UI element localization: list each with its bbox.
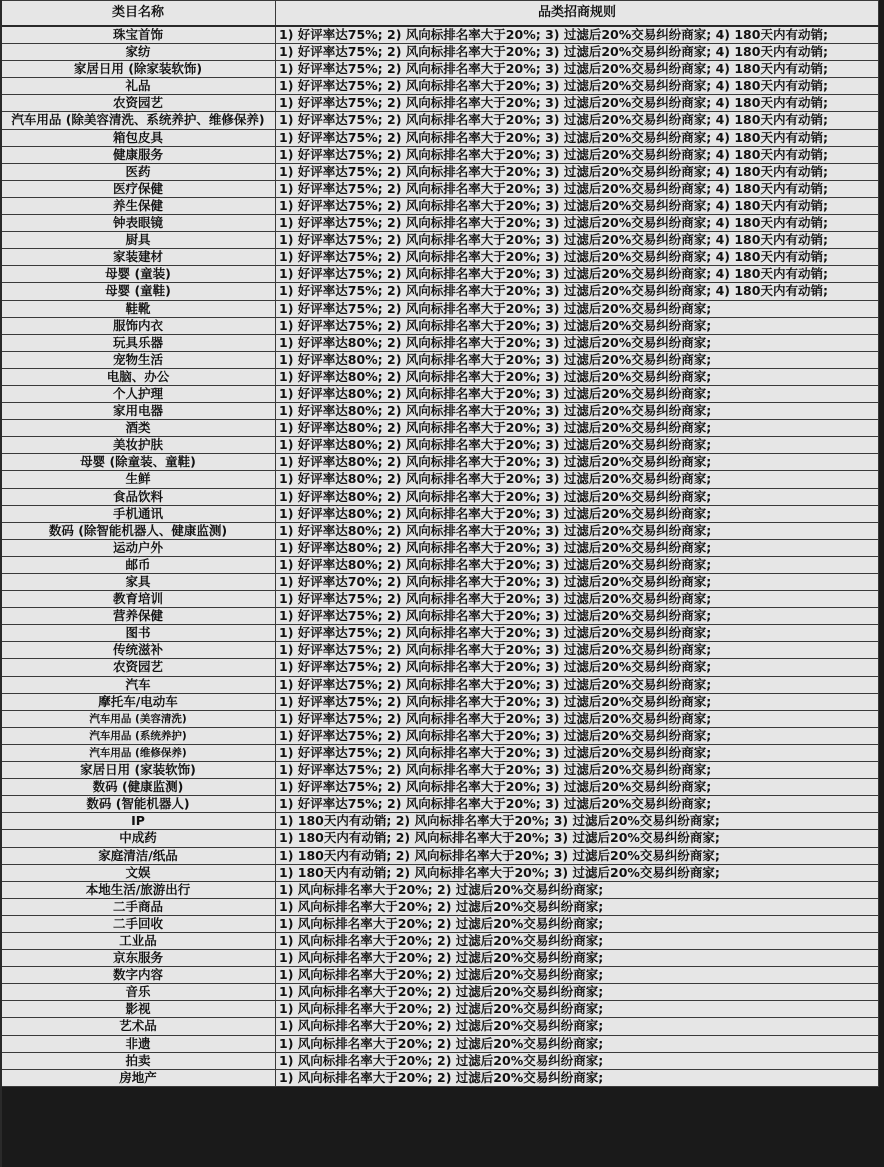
category-rule-cell: 1) 180天内有动销; 2) 风向标排名率大于20%; 3) 过滤后20%交易纠纷商家; xyxy=(276,847,879,864)
category-name-cell: 箱包皮具 xyxy=(1,129,276,146)
category-rule-cell: 1) 风向标排名率大于20%; 2) 过滤后20%交易纠纷商家; xyxy=(276,950,879,967)
category-name-cell: 家装建材 xyxy=(1,249,276,266)
category-name-cell: 养生保健 xyxy=(1,197,276,214)
category-name-cell: 个人护理 xyxy=(1,385,276,402)
category-rule-cell: 1) 好评率达75%; 2) 风向标排名率大于20%; 3) 过滤后20%交易纠纷商家; xyxy=(276,762,879,779)
header-category-name: 类目名称 xyxy=(1,1,276,27)
category-name-cell: 汽车用品 (美容清洗) xyxy=(1,710,276,727)
table-row xyxy=(1,864,879,881)
category-name-cell: 美妆护肤 xyxy=(1,437,276,454)
table-row xyxy=(1,813,879,830)
category-rule-cell: 1) 好评率达75%; 2) 风向标排名率大于20%; 3) 过滤后20%交易纠纷商家; 4) 180天内有动销; xyxy=(276,232,879,249)
table-row xyxy=(1,334,879,351)
category-name-cell: 工业品 xyxy=(1,932,276,949)
table-row xyxy=(1,215,879,232)
category-rule-cell: 1) 好评率达75%; 2) 风向标排名率大于20%; 3) 过滤后20%交易纠纷商家; 4) 180天内有动销; xyxy=(276,78,879,95)
category-rule-cell: 1) 好评率达75%; 2) 风向标排名率大于20%; 3) 过滤后20%交易纠纷商家; 4) 180天内有动销; xyxy=(276,283,879,300)
category-name-cell: 图书 xyxy=(1,625,276,642)
table-row xyxy=(1,368,879,385)
category-rule-cell: 1) 风向标排名率大于20%; 2) 过滤后20%交易纠纷商家; xyxy=(276,1035,879,1052)
table-row xyxy=(1,26,879,44)
table-row xyxy=(1,95,879,112)
category-name-cell: 音乐 xyxy=(1,984,276,1001)
category-name-cell: 酒类 xyxy=(1,420,276,437)
category-name-cell: 家居日用 (除家装软饰) xyxy=(1,61,276,78)
category-name-cell: 拍卖 xyxy=(1,1052,276,1069)
table-row xyxy=(1,300,879,317)
category-rule-cell: 1) 好评率达75%; 2) 风向标排名率大于20%; 3) 过滤后20%交易纠纷商家; 4) 180天内有动销; xyxy=(276,163,879,180)
category-rule-cell: 1) 风向标排名率大于20%; 2) 过滤后20%交易纠纷商家; xyxy=(276,1018,879,1035)
category-rule-cell: 1) 180天内有动销; 2) 风向标排名率大于20%; 3) 过滤后20%交易纠纷商家; xyxy=(276,830,879,847)
table-row xyxy=(1,1052,879,1069)
category-rule-cell: 1) 好评率达75%; 2) 风向标排名率大于20%; 3) 过滤后20%交易纠纷商家; 4) 180天内有动销; xyxy=(276,129,879,146)
table-row xyxy=(1,454,879,471)
table-row xyxy=(1,539,879,556)
table-row xyxy=(1,437,879,454)
category-rule-cell: 1) 180天内有动销; 2) 风向标排名率大于20%; 3) 过滤后20%交易纠纷商家; xyxy=(276,813,879,830)
category-name-cell: 母婴 (童装) xyxy=(1,266,276,283)
table-row xyxy=(1,44,879,61)
table-row xyxy=(1,744,879,761)
category-rule-cell: 1) 好评率达80%; 2) 风向标排名率大于20%; 3) 过滤后20%交易纠纷商家; xyxy=(276,437,879,454)
category-name-cell: 母婴 (童鞋) xyxy=(1,283,276,300)
category-rule-cell: 1) 风向标排名率大于20%; 2) 过滤后20%交易纠纷商家; xyxy=(276,984,879,1001)
category-rule-cell: 1) 好评率达75%; 2) 风向标排名率大于20%; 3) 过滤后20%交易纠纷商家; 4) 180天内有动销; xyxy=(276,249,879,266)
category-name-cell: 家具 xyxy=(1,574,276,591)
category-name-cell: 家庭清洁/纸品 xyxy=(1,847,276,864)
category-name-cell: 中成药 xyxy=(1,830,276,847)
category-rule-cell: 1) 好评率达80%; 2) 风向标排名率大于20%; 3) 过滤后20%交易纠纷商家; xyxy=(276,454,879,471)
table-row xyxy=(1,180,879,197)
category-rule-cell: 1) 180天内有动销; 2) 风向标排名率大于20%; 3) 过滤后20%交易纠纷商家; xyxy=(276,864,879,881)
category-rule-cell: 1) 风向标排名率大于20%; 2) 过滤后20%交易纠纷商家; xyxy=(276,1069,879,1086)
table-row xyxy=(1,762,879,779)
category-name-cell: 非遗 xyxy=(1,1035,276,1052)
category-name-cell: 健康服务 xyxy=(1,146,276,163)
table-row xyxy=(1,676,879,693)
category-rule-cell: 1) 风向标排名率大于20%; 2) 过滤后20%交易纠纷商家; xyxy=(276,915,879,932)
category-name-cell: 教育培训 xyxy=(1,591,276,608)
category-name-cell: 医药 xyxy=(1,163,276,180)
table-row xyxy=(1,915,879,932)
category-name-cell: 家用电器 xyxy=(1,403,276,420)
category-name-cell: 房地产 xyxy=(1,1069,276,1086)
category-name-cell: 厨具 xyxy=(1,232,276,249)
category-name-cell: 礼品 xyxy=(1,78,276,95)
category-rule-cell: 1) 好评率达75%; 2) 风向标排名率大于20%; 3) 过滤后20%交易纠纷商家; xyxy=(276,642,879,659)
category-rule-cell: 1) 好评率达80%; 2) 风向标排名率大于20%; 3) 过滤后20%交易纠纷商家; xyxy=(276,539,879,556)
category-rule-cell: 1) 好评率达75%; 2) 风向标排名率大于20%; 3) 过滤后20%交易纠纷商家; xyxy=(276,676,879,693)
category-name-cell: 汽车 xyxy=(1,676,276,693)
table-row xyxy=(1,403,879,420)
category-name-cell: 珠宝首饰 xyxy=(1,26,276,44)
category-rule-cell: 1) 好评率达75%; 2) 风向标排名率大于20%; 3) 过滤后20%交易纠纷商家; 4) 180天内有动销; xyxy=(276,44,879,61)
table-row xyxy=(1,847,879,864)
table-row xyxy=(1,283,879,300)
category-rule-cell: 1) 好评率达75%; 2) 风向标排名率大于20%; 3) 过滤后20%交易纠纷商家; 4) 180天内有动销; xyxy=(276,266,879,283)
category-rule-cell: 1) 好评率达80%; 2) 风向标排名率大于20%; 3) 过滤后20%交易纠纷商家; xyxy=(276,556,879,573)
table-row xyxy=(1,591,879,608)
table-row xyxy=(1,1069,879,1086)
table-row xyxy=(1,642,879,659)
category-name-cell: 家居日用 (家装软饰) xyxy=(1,762,276,779)
category-rule-cell: 1) 好评率达75%; 2) 风向标排名率大于20%; 3) 过滤后20%交易纠纷商家; xyxy=(276,710,879,727)
table-row xyxy=(1,693,879,710)
table-row xyxy=(1,881,879,898)
table-row xyxy=(1,1001,879,1018)
table-row xyxy=(1,556,879,573)
category-name-cell: 农资园艺 xyxy=(1,659,276,676)
category-name-cell: 汽车用品 (除美容清洗、系统养护、维修保养) xyxy=(1,112,276,129)
category-name-cell: 玩具乐器 xyxy=(1,334,276,351)
category-rule-cell: 1) 风向标排名率大于20%; 2) 过滤后20%交易纠纷商家; xyxy=(276,1001,879,1018)
category-rule-cell: 1) 风向标排名率大于20%; 2) 过滤后20%交易纠纷商家; xyxy=(276,881,879,898)
category-rule-cell: 1) 好评率达80%; 2) 风向标排名率大于20%; 3) 过滤后20%交易纠纷商家; xyxy=(276,334,879,351)
category-rule-cell: 1) 好评率达75%; 2) 风向标排名率大于20%; 3) 过滤后20%交易纠纷商家; xyxy=(276,727,879,744)
category-name-cell: 二手商品 xyxy=(1,898,276,915)
category-name-cell: 家纺 xyxy=(1,44,276,61)
table-row xyxy=(1,129,879,146)
category-name-cell: 钟表眼镜 xyxy=(1,215,276,232)
category-rule-cell: 1) 好评率达75%; 2) 风向标排名率大于20%; 3) 过滤后20%交易纠纷商家; 4) 180天内有动销; xyxy=(276,112,879,129)
category-rule-cell: 1) 好评率达75%; 2) 风向标排名率大于20%; 3) 过滤后20%交易纠纷商家; xyxy=(276,625,879,642)
category-name-cell: 京东服务 xyxy=(1,950,276,967)
table-row xyxy=(1,249,879,266)
table-row xyxy=(1,505,879,522)
category-name-cell: 影视 xyxy=(1,1001,276,1018)
category-rule-cell: 1) 好评率达80%; 2) 风向标排名率大于20%; 3) 过滤后20%交易纠纷商家; xyxy=(276,420,879,437)
table-row xyxy=(1,625,879,642)
category-rule-cell: 1) 好评率达75%; 2) 风向标排名率大于20%; 3) 过滤后20%交易纠纷商家; xyxy=(276,608,879,625)
table-row xyxy=(1,898,879,915)
table-row xyxy=(1,420,879,437)
table-row xyxy=(1,574,879,591)
table-row xyxy=(1,266,879,283)
category-name-cell: 运动户外 xyxy=(1,539,276,556)
category-rule-cell: 1) 好评率达80%; 2) 风向标排名率大于20%; 3) 过滤后20%交易纠纷商家; xyxy=(276,488,879,505)
category-rule-cell: 1) 风向标排名率大于20%; 2) 过滤后20%交易纠纷商家; xyxy=(276,932,879,949)
category-rule-cell: 1) 好评率达75%; 2) 风向标排名率大于20%; 3) 过滤后20%交易纠纷商家; 4) 180天内有动销; xyxy=(276,95,879,112)
category-rule-cell: 1) 好评率达75%; 2) 风向标排名率大于20%; 3) 过滤后20%交易纠纷商家; 4) 180天内有动销; xyxy=(276,197,879,214)
category-name-cell: IP xyxy=(1,813,276,830)
category-rule-cell: 1) 好评率达75%; 2) 风向标排名率大于20%; 3) 过滤后20%交易纠纷商家; xyxy=(276,591,879,608)
category-rule-cell: 1) 好评率达75%; 2) 风向标排名率大于20%; 3) 过滤后20%交易纠纷商家; xyxy=(276,317,879,334)
table-row xyxy=(1,78,879,95)
category-name-cell: 摩托车/电动车 xyxy=(1,693,276,710)
table-row xyxy=(1,522,879,539)
category-name-cell: 数码 (健康监测) xyxy=(1,779,276,796)
category-rule-cell: 1) 好评率达80%; 2) 风向标排名率大于20%; 3) 过滤后20%交易纠纷商家; xyxy=(276,351,879,368)
table-row xyxy=(1,112,879,129)
category-name-cell: 汽车用品 (系统养护) xyxy=(1,727,276,744)
category-rule-cell: 1) 好评率达75%; 2) 风向标排名率大于20%; 3) 过滤后20%交易纠纷商家; 4) 180天内有动销; xyxy=(276,146,879,163)
table-row xyxy=(1,385,879,402)
table-row xyxy=(1,1018,879,1035)
category-rule-cell: 1) 好评率达75%; 2) 风向标排名率大于20%; 3) 过滤后20%交易纠纷商家; xyxy=(276,659,879,676)
category-name-cell: 服饰内衣 xyxy=(1,317,276,334)
category-rule-cell: 1) 好评率达80%; 2) 风向标排名率大于20%; 3) 过滤后20%交易纠纷商家; xyxy=(276,368,879,385)
table-row xyxy=(1,351,879,368)
category-name-cell: 电脑、办公 xyxy=(1,368,276,385)
category-name-cell: 食品饮料 xyxy=(1,488,276,505)
category-rule-cell: 1) 好评率达75%; 2) 风向标排名率大于20%; 3) 过滤后20%交易纠纷商家; 4) 180天内有动销; xyxy=(276,61,879,78)
category-name-cell: 二手回收 xyxy=(1,915,276,932)
category-rule-cell: 1) 好评率达75%; 2) 风向标排名率大于20%; 3) 过滤后20%交易纠纷商家; 4) 180天内有动销; xyxy=(276,26,879,44)
category-name-cell: 艺术品 xyxy=(1,1018,276,1035)
table-row xyxy=(1,317,879,334)
table-row xyxy=(1,984,879,1001)
category-rule-cell: 1) 好评率达75%; 2) 风向标排名率大于20%; 3) 过滤后20%交易纠纷商家; 4) 180天内有动销; xyxy=(276,180,879,197)
table-row xyxy=(1,710,879,727)
category-rule-cell: 1) 好评率达75%; 2) 风向标排名率大于20%; 3) 过滤后20%交易纠纷商家; 4) 180天内有动销; xyxy=(276,215,879,232)
category-rule-cell: 1) 风向标排名率大于20%; 2) 过滤后20%交易纠纷商家; xyxy=(276,898,879,915)
table-row xyxy=(1,779,879,796)
table-row xyxy=(1,932,879,949)
category-name-cell: 本地生活/旅游出行 xyxy=(1,881,276,898)
category-rule-cell: 1) 好评率达80%; 2) 风向标排名率大于20%; 3) 过滤后20%交易纠纷商家; xyxy=(276,471,879,488)
table-row xyxy=(1,61,879,78)
table-row xyxy=(1,950,879,967)
category-rule-cell: 1) 好评率达75%; 2) 风向标排名率大于20%; 3) 过滤后20%交易纠纷商家; xyxy=(276,744,879,761)
category-rule-cell: 1) 好评率达75%; 2) 风向标排名率大于20%; 3) 过滤后20%交易纠纷商家; xyxy=(276,796,879,813)
category-name-cell: 邮币 xyxy=(1,556,276,573)
category-rule-cell: 1) 好评率达80%; 2) 风向标排名率大于20%; 3) 过滤后20%交易纠纷商家; xyxy=(276,385,879,402)
category-name-cell: 鞋靴 xyxy=(1,300,276,317)
table-row xyxy=(1,727,879,744)
category-rule-cell: 1) 好评率达70%; 2) 风向标排名率大于20%; 3) 过滤后20%交易纠纷商家; xyxy=(276,574,879,591)
table-row xyxy=(1,608,879,625)
category-name-cell: 数码 (除智能机器人、健康监测) xyxy=(1,522,276,539)
header-row xyxy=(1,1,879,27)
category-name-cell: 手机通讯 xyxy=(1,505,276,522)
category-rule-cell: 1) 好评率达80%; 2) 风向标排名率大于20%; 3) 过滤后20%交易纠纷商家; xyxy=(276,403,879,420)
category-rule-cell: 1) 好评率达80%; 2) 风向标排名率大于20%; 3) 过滤后20%交易纠纷商家; xyxy=(276,505,879,522)
header-category-rules: 品类招商规则 xyxy=(276,1,879,27)
category-name-cell: 文娱 xyxy=(1,864,276,881)
table-row xyxy=(1,163,879,180)
category-name-cell: 数字内容 xyxy=(1,967,276,984)
category-name-cell: 母婴 (除童装、童鞋) xyxy=(1,454,276,471)
category-rule-cell: 1) 好评率达75%; 2) 风向标排名率大于20%; 3) 过滤后20%交易纠纷商家; xyxy=(276,693,879,710)
table-row xyxy=(1,830,879,847)
category-name-cell: 数码 (智能机器人) xyxy=(1,796,276,813)
table-row xyxy=(1,488,879,505)
table-row xyxy=(1,471,879,488)
category-rule-cell: 1) 好评率达75%; 2) 风向标排名率大于20%; 3) 过滤后20%交易纠纷商家; xyxy=(276,779,879,796)
category-name-cell: 医疗保健 xyxy=(1,180,276,197)
table-row xyxy=(1,1035,879,1052)
category-name-cell: 汽车用品 (维修保养) xyxy=(1,744,276,761)
table-row xyxy=(1,146,879,163)
category-name-cell: 传统滋补 xyxy=(1,642,276,659)
table-row xyxy=(1,796,879,813)
left-border xyxy=(0,0,2,1167)
category-name-cell: 农资园艺 xyxy=(1,95,276,112)
category-rule-cell: 1) 风向标排名率大于20%; 2) 过滤后20%交易纠纷商家; xyxy=(276,967,879,984)
table-body xyxy=(1,26,879,1086)
category-rule-cell: 1) 好评率达75%; 2) 风向标排名率大于20%; 3) 过滤后20%交易纠纷商家; xyxy=(276,300,879,317)
category-rule-cell: 1) 好评率达80%; 2) 风向标排名率大于20%; 3) 过滤后20%交易纠纷商家; xyxy=(276,522,879,539)
category-rule-cell: 1) 风向标排名率大于20%; 2) 过滤后20%交易纠纷商家; xyxy=(276,1052,879,1069)
category-name-cell: 营养保健 xyxy=(1,608,276,625)
table-row xyxy=(1,232,879,249)
category-name-cell: 生鲜 xyxy=(1,471,276,488)
table-row xyxy=(1,967,879,984)
table-row xyxy=(1,197,879,214)
table-row xyxy=(1,659,879,676)
category-name-cell: 宠物生活 xyxy=(1,351,276,368)
